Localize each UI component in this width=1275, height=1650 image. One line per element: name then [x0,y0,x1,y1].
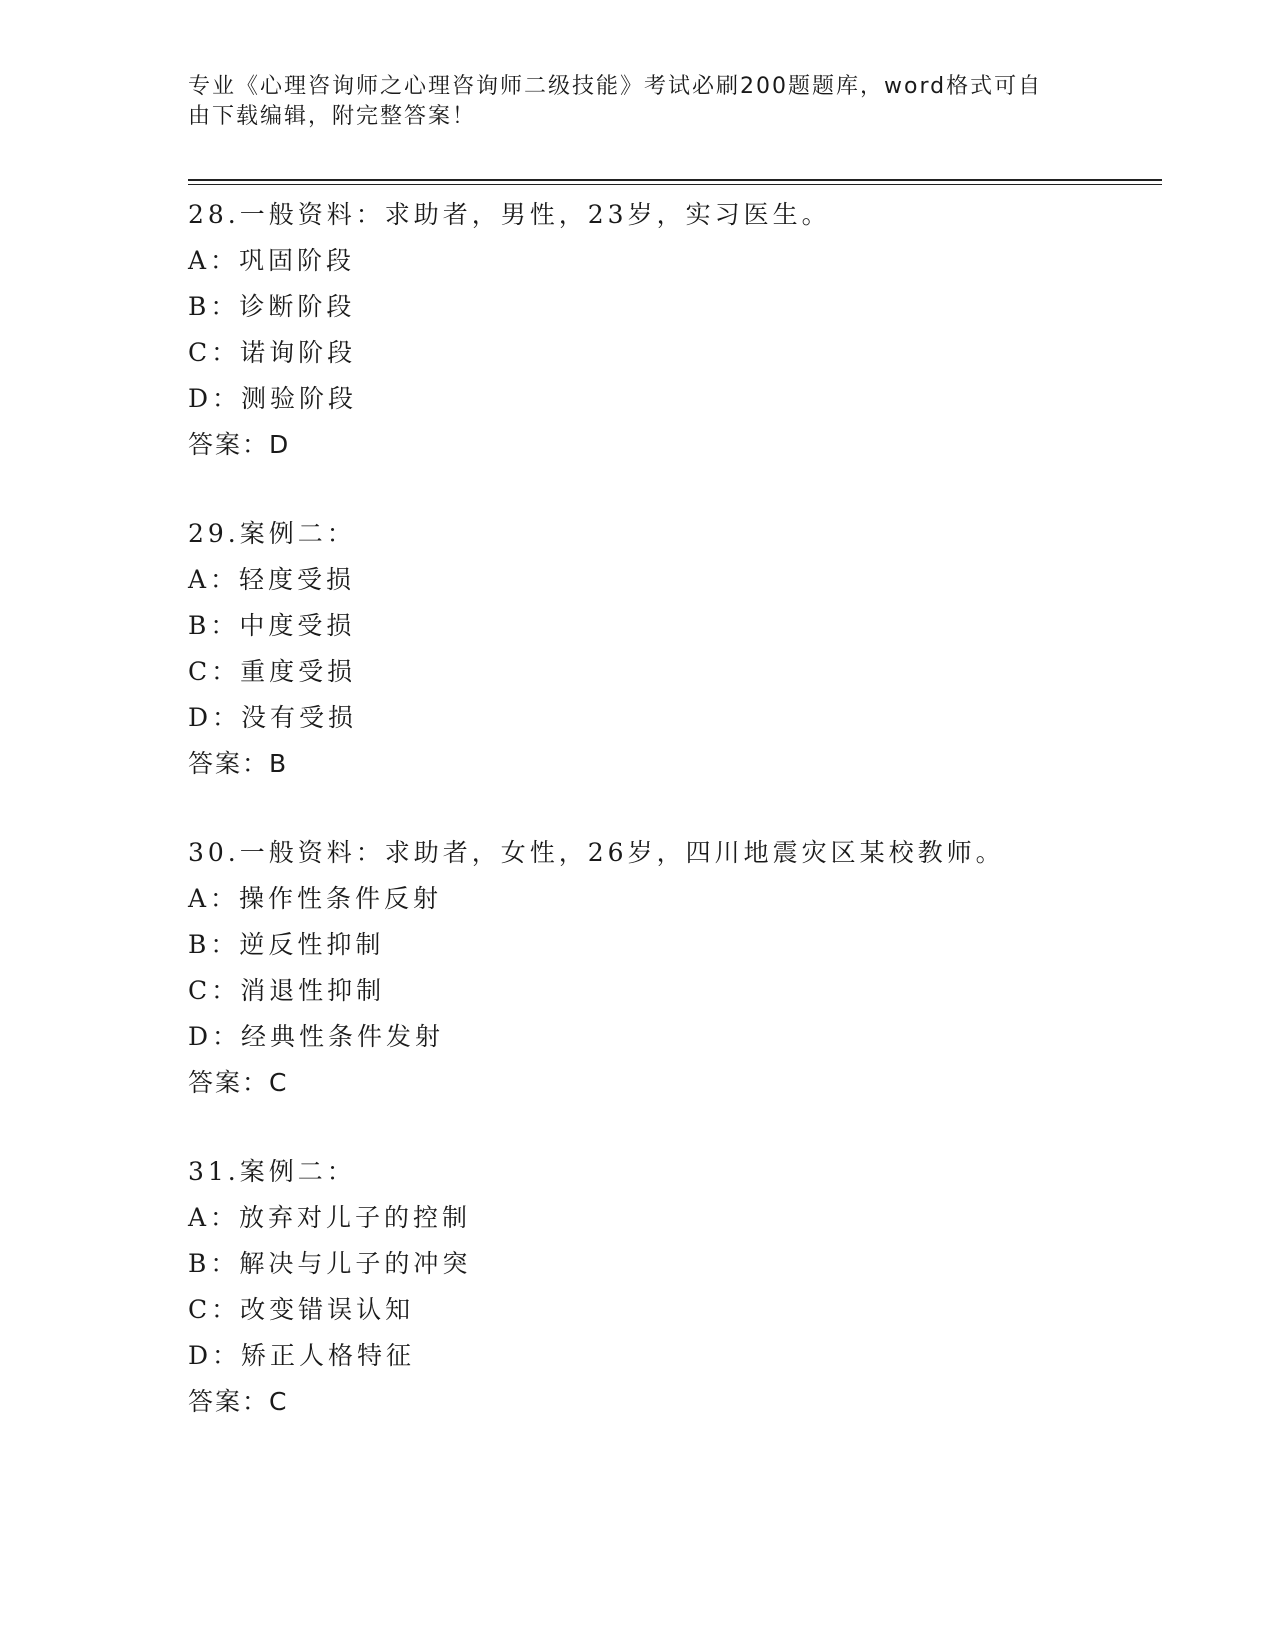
option-a: A：巩固阶段 [188,246,356,275]
option-a: A：操作性条件反射 [188,884,443,913]
header-divider-thick [188,179,1162,181]
option-b: B：解决与儿子的冲突 [188,1249,472,1278]
question-29 [188,511,1162,830]
option-a: A：轻度受损 [188,565,356,594]
answer: 答案：C [188,1068,289,1097]
question-31 [188,1149,1162,1468]
question-stem: 28.一般资料：求助者，男性，23岁，实习医生。 [188,200,831,229]
option-b: B：诊断阶段 [188,292,356,321]
option-c: C：改变错误认知 [188,1295,415,1324]
question-stem: 31.案例二： [188,1157,356,1186]
header-line-1: 专业《心理咨询师之心理咨询师二级技能》考试必刷200题题库，word格式可自 [188,74,1043,99]
question-stem: 30.一般资料：求助者，女性，26岁，四川地震灾区某校教师。 [188,838,1005,867]
option-d: D：测验阶段 [188,384,358,413]
question-30 [188,830,1162,1149]
question-stem: 29.案例二： [188,519,356,548]
answer: 答案：B [188,749,289,778]
header-line-2: 由下载编辑，附完整答案！ [188,104,477,129]
option-b: B：中度受损 [188,611,356,640]
option-b: B：逆反性抑制 [188,930,385,959]
answer: 答案：D [188,430,291,459]
option-c: C：消退性抑制 [188,976,386,1005]
option-d: D：没有受损 [188,703,358,732]
option-c: C：诺询阶段 [188,338,357,367]
question-list [188,192,1162,1468]
option-a: A：放弃对儿子的控制 [188,1203,472,1232]
answer: 答案：C [188,1387,289,1416]
option-d: D：矫正人格特征 [188,1341,416,1370]
option-d: D：经典性条件发射 [188,1022,445,1051]
option-c: C：重度受损 [188,657,357,686]
document-header [188,72,1088,132]
header-divider-thin [188,184,1162,185]
question-28 [188,192,1162,511]
